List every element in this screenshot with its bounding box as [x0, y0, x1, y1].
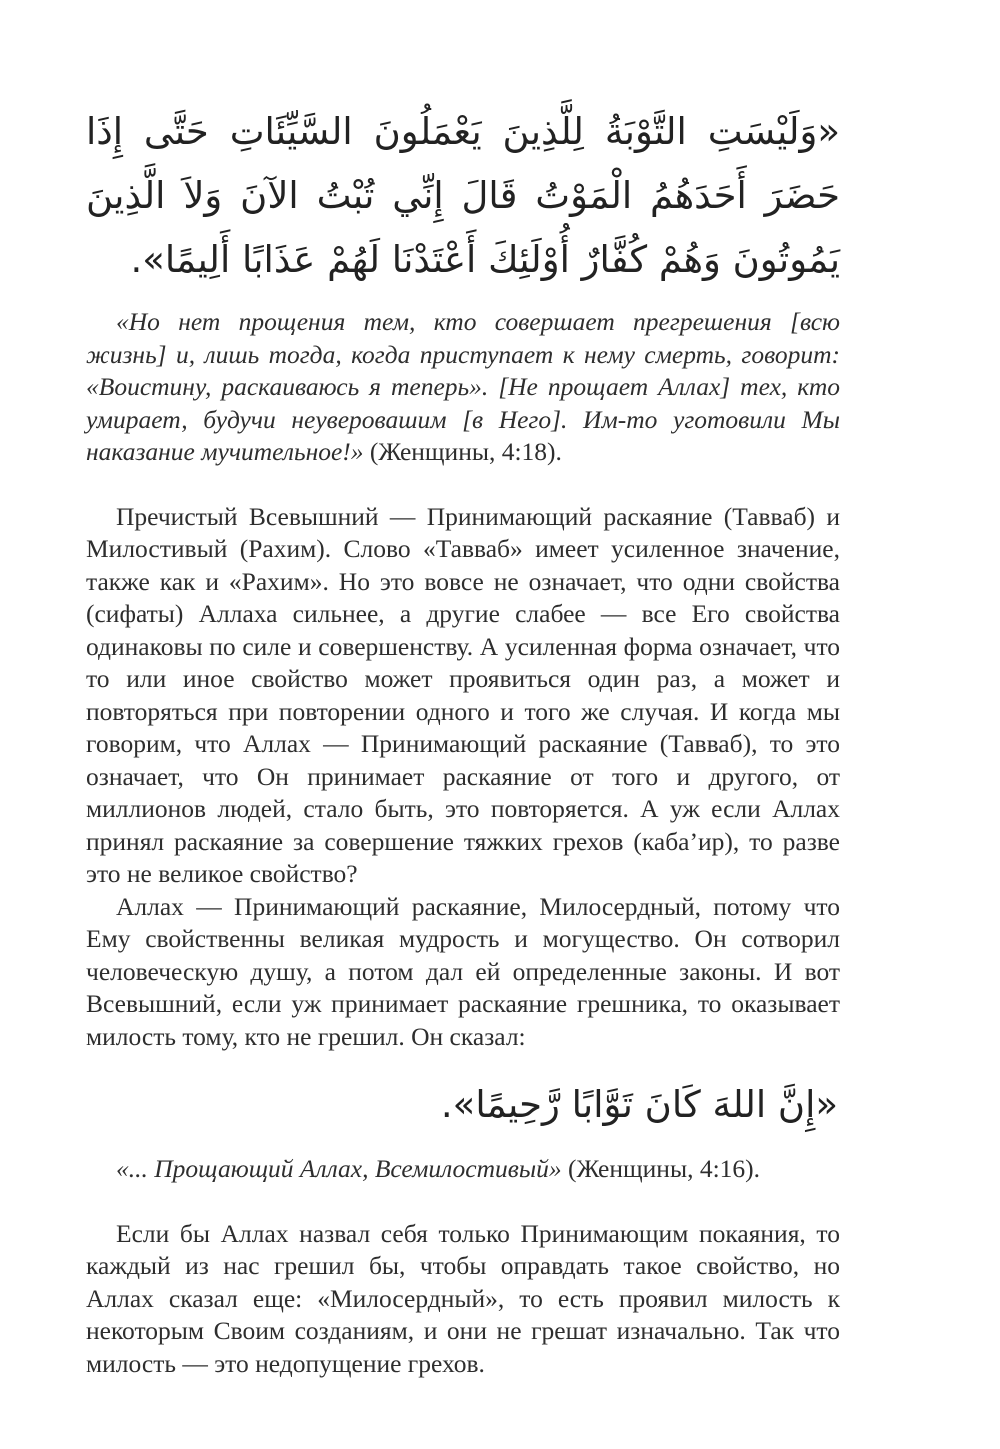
translation-2-text: «... Прощающий Аллах, Всемилостивый»	[116, 1154, 562, 1183]
paragraph-2: Аллах — Принимающий раскаяние, Милосердный, потому что Ему свойственны великая мудрость и могущество. Он сотворил человеческую душу, а потом дал ей определенные законы. И вот Всевышний, если уж принимает раскаяние грешника, то оказывает милость тому, кто не грешил. Он сказал:	[86, 891, 840, 1051]
translation-2-reference: (Женщины, 4:16).	[561, 1154, 761, 1183]
translation-1	[86, 306, 840, 469]
paragraph-3: Если бы Аллах назвал себя только Принимающим покаяния, то каждый из нас грешил бы, чтобы оправдать такое свойство, но Аллах сказал еще: «Милосердный», то есть проявил милость к некоторым Своим созданиям, и они не грешат изначально. Так что милость — это недопущение грехов.	[86, 1218, 840, 1378]
translation-1-reference: (Женщины, 4:18).	[363, 437, 562, 466]
page-content	[86, 100, 840, 1380]
paragraph-1: Пречистый Всевышний — Принимающий раскаяние (Тавваб) и Милостивый (Рахим). Слово «Тавваб» имеет усиленное значение, также как и «Рахим». Но это вовсе не означает, что одни свойства (сифаты) Аллаха сильнее, а другие слабее — все Его свойства одинаковы по силе и совершенству. А усиленная форма означает, что то или иное свойство может проявиться один раз, а может и повторяться при повторении одного и того же случая. И когда мы говорим, что Аллах — Принимающий раскаяние (Тавваб), то это означает, что Он принимает раскаяние от того и другого, от миллионов людей, стало быть, это повторяется. А уж если Аллах принял раскаяние за совершение тяжких грехов (каба’ир), то разве это не великое свойство?	[86, 501, 840, 888]
translation-2	[86, 1153, 840, 1186]
arabic-verse-1: «وَلَيْسَتِ التَّوْبَةُ لِلَّذِينَ يَعْمَلُونَ السَّيِّئَاتِ حَتَّى إِذَا حَضَرَ أَحَدَهُمُ الْمَوْتُ قَالَ إِنِّي تُبْتُ الآنَ وَلاَ الَّذِينَ يَمُوتُونَ وَهُمْ كُفَّارٌ أُوْلَئِكَ أَعْتَدْنَا لَهُمْ عَذَابًا أَلِيمًا».	[86, 110, 840, 281]
arabic-verse-2: «إِنَّ اللهَ كَانَ تَوَّابًا رَّحِيمًا».	[440, 1083, 838, 1126]
translation-1-text: «Но нет прощения тем, кто совершает прегрешения [всю жизнь] и, лишь тогда, когда приступает к нему смерть, говорит: «Воистину, раскаиваюсь я теперь». [Не прощает Аллах] тех, кто умирает, будучи неуверовашим [в Него]. Им-то уготовили Мы наказание мучительное!»	[86, 307, 840, 466]
